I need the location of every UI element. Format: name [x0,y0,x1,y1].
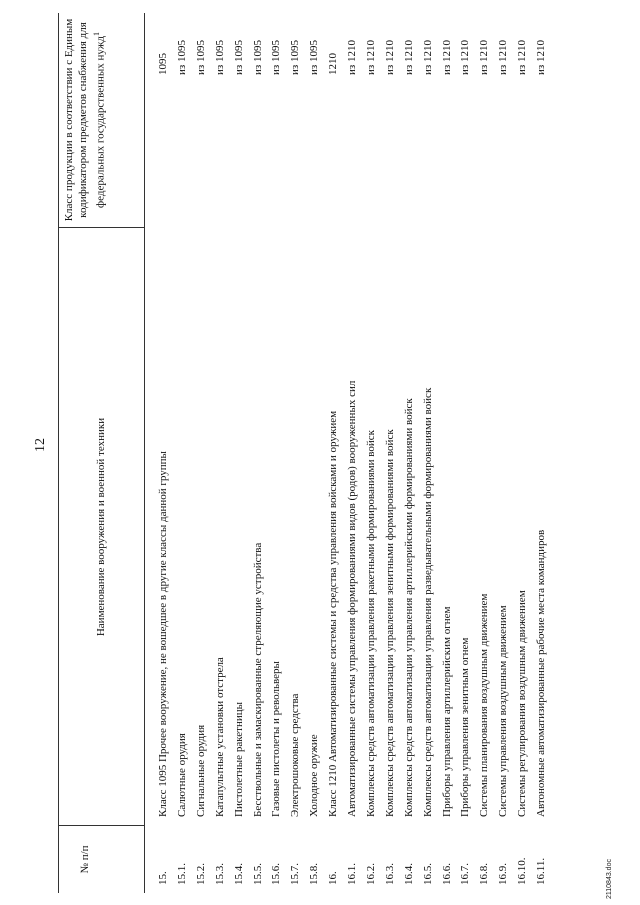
row-number: 15. [157,871,169,885]
table-row [324,13,343,893]
row-class: из 1210 [459,40,472,75]
row-name: Класс 1210 Автоматизированные системы и средства управления войсками и оружием [327,410,340,817]
row-number: 16.2. [364,863,377,885]
table-row [286,13,305,893]
row-class: из 1210 [535,40,547,75]
row-number: 16.11. [535,857,547,885]
row-name: Пистолетные ракетницы [232,701,245,817]
row-class: из 1210 [516,40,529,75]
row-class: из 1210 [383,40,396,75]
row-name: Автоматизированные системы управления формированиями видов (родов) вооруженных сил [346,380,358,817]
row-number: 15.8. [308,863,321,885]
row-class: из 1210 [402,40,415,75]
table-row [211,13,230,893]
equipment-table [58,13,586,893]
row-number: 15.6. [270,863,283,885]
table-row [249,13,268,893]
row-class: из 1095 [308,40,321,75]
document-id: 2110843.doc [606,859,613,899]
row-class: из 1095 [175,40,188,75]
row-class: 1210 [327,53,340,75]
table-row [532,13,551,893]
row-class: из 1095 [232,40,245,75]
row-number: 15.4. [232,863,245,885]
row-number: 16.7. [459,863,472,885]
table-row [475,13,494,893]
header-name: Наименование вооружения и военной техники [95,417,107,637]
table-row [305,13,324,893]
row-number: 15.1. [175,863,188,885]
row-class: из 1210 [364,40,377,75]
row-name: Комплексы средств автоматизации управления разведывательными формированиями войск [421,387,434,817]
row-class: из 1210 [478,40,491,75]
table-row [456,13,475,893]
row-number: 16.6. [440,863,453,885]
row-name: Катапультные установки отстрела [213,657,226,817]
row-name: Комплексы средств автоматизации управления артиллерийскими формированиями войск [402,398,415,817]
row-number: 16. [327,871,340,885]
row-name: Сигнальные орудия [194,724,207,817]
row-name: Газовые пистолеты и револьверы [270,661,283,817]
table-row [381,13,400,893]
header-class-footnote: 1 [92,32,101,37]
row-name: Приборы управления зенитным огнем [459,637,472,817]
row-number: 15.2. [194,863,207,885]
row-name: Системы управления воздушным движением [497,605,510,817]
row-name: Комплексы средств автоматизации управления зенитными формированиями войск [383,429,396,817]
row-class: из 1095 [270,40,283,75]
row-class: из 1210 [421,40,434,75]
table-row [400,13,419,893]
row-class: из 1095 [213,40,226,75]
row-number: 15.5. [251,863,264,885]
table-body [58,13,586,893]
row-class: из 1210 [440,40,453,75]
header-number: № п/п [79,845,91,874]
table-row [438,13,457,893]
table-row [154,13,173,893]
row-number: 15.7. [289,863,302,885]
row-number: 16.1. [346,863,358,885]
row-class: из 1095 [251,40,264,75]
table-row [192,13,211,893]
page-number: 12 [33,438,48,452]
row-number: 16.4. [402,863,415,885]
table-row [267,13,286,893]
row-number: 16.8. [478,863,491,885]
table-row [362,13,381,893]
row-name: Холодное оружие [308,734,321,817]
row-name: Бесствольные и замаскированные стреляющие устройства [251,542,264,817]
row-class: из 1095 [289,40,302,75]
row-name: Электрошоковые средства [289,693,302,817]
table-row [494,13,513,893]
row-name: Салютные орудия [175,733,188,817]
row-class: из 1210 [497,40,510,75]
row-name: Комплексы средств автоматизации управления ракетными формированиями войск [364,429,377,817]
header-class-text: Класс продукции в соответствии с Единым кодификатором предметов снабжения для федеральных государственных нужд [63,18,107,222]
row-number: 16.10. [516,857,529,885]
row-name: Класс 1095 Прочее вооружение, не вошедшее в другие классы данной группы [157,451,169,817]
row-number: 16.5. [421,863,434,885]
table-row [173,13,192,893]
table-row [343,13,362,893]
row-name: Системы регулирования воздушным движением [516,590,529,817]
row-class: 1095 [157,53,169,75]
table-row [513,13,532,893]
table-row [230,13,249,893]
row-name: Приборы управления артиллерийским огнем [440,606,453,817]
table-row [419,13,438,893]
row-name: Автономные автоматизированные рабочие места командиров [535,529,547,817]
row-number: 16.3. [383,863,396,885]
row-name: Системы планирования воздушным движением [478,593,491,817]
row-class: из 1210 [346,40,358,75]
row-number: 16.9. [497,863,510,885]
row-number: 15.3. [213,863,226,885]
row-class: из 1095 [194,40,207,75]
